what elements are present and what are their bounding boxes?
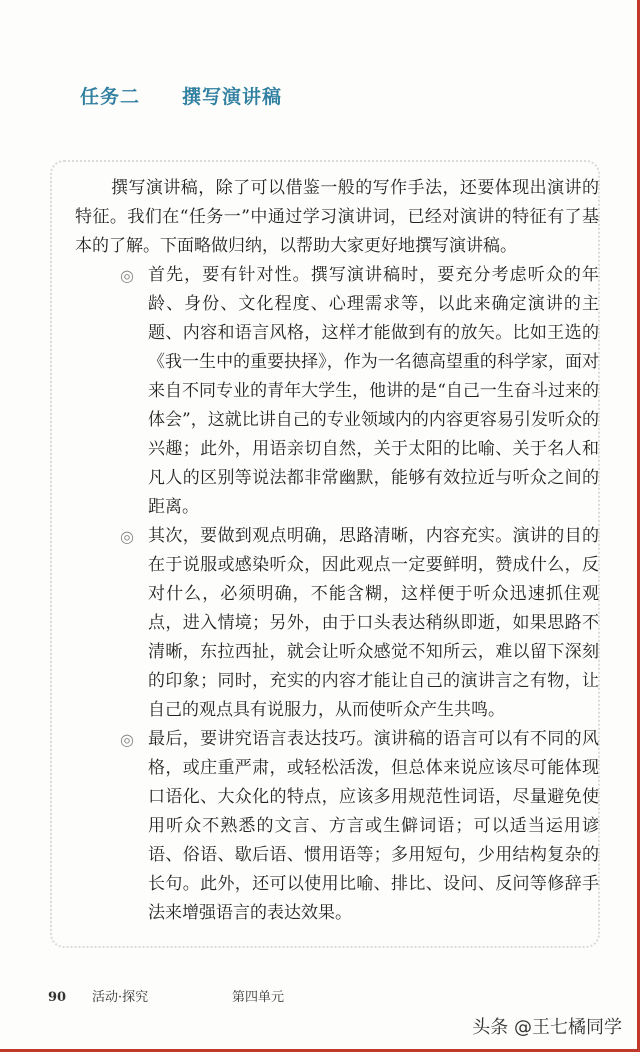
footer [0, 988, 640, 1008]
list-item [120, 725, 599, 928]
section-title [80, 84, 640, 110]
watermark: 头条 @王七橘同学 [472, 1017, 622, 1038]
tips-list [120, 261, 599, 928]
page-number: 90 [48, 990, 67, 1005]
footer-section: 活动·探究 [92, 990, 149, 1005]
content-box [50, 160, 600, 948]
bullet-circle-icon: ◎ [120, 266, 134, 285]
intro-paragraph: 撰写演讲稿，除了可以借鉴一般的写作手法，还要体现出演讲的特征。我们在“任务一”中通过学习演讲词，已经对演讲的特征有了基本的了解。下面略做归纳，以帮助大家更好地撰写演讲稿。 [75, 178, 599, 256]
bullet-circle-icon: ◎ [120, 527, 134, 546]
bullet-circle-icon: ◎ [120, 730, 134, 749]
footer-unit: 第四单元 [232, 990, 285, 1005]
item-text: 其次，要做到观点明确，思路清晰，内容充实。演讲的目的在于说服或感染听众，因此观点一定要鲜明，赞成什么，反对什么，必须明确，不能含糊，这样便于听众迅速抓住观点，进入情境；另外，由于口头表达稍纵即逝，如果思路不清晰，东拉西扯，就会让听众感觉不知所云，难以留下深刻的印象；同时，充实的内容才能让自己的演讲言之有物，让自己的观点具有说服力，从而使听众产生共鸣。 [148, 526, 599, 720]
item-text: 首先，要有针对性。撰写演讲稿时，要充分考虑听众的年龄、身份、文化程度、心理需求等，以此来确定演讲的主题、内容和语言风格，这样才能做到有的放矢。比如王选的《我一生中的重要抉择》，作为一名德高望重的科学家，面对来自不同专业的青年大学生，他讲的是“自己一生奋斗过来的体会”，这就比讲自己的专业领域内的内容更容易引发听众的兴趣；此外，用语亲切自然，关于太阳的比喻、关于名人和凡人的区别等说法都非常幽默，能够有效拉近与听众之间的距离。 [148, 265, 599, 517]
task-label: 任务二 [80, 86, 141, 108]
list-item [120, 261, 599, 522]
task-title: 撰写演讲稿 [182, 86, 283, 108]
item-text: 最后，要讲究语言表达技巧。演讲稿的语言可以有不同的风格，或庄重严肃，或轻松活泼，但总体来说应该尽可能体现口语化、大众化的特点，应该多用规范性词语，尽量避免使用听众不熟悉的文言、方言或生僻词语；可以适当运用谚语、俗语、歇后语、惯用语等；多用短句，少用结构复杂的长句。此外，还可以使用比喻、排比、设问、反问等修辞手法来增强语言的表达效果。 [148, 729, 599, 923]
list-item [120, 522, 599, 725]
